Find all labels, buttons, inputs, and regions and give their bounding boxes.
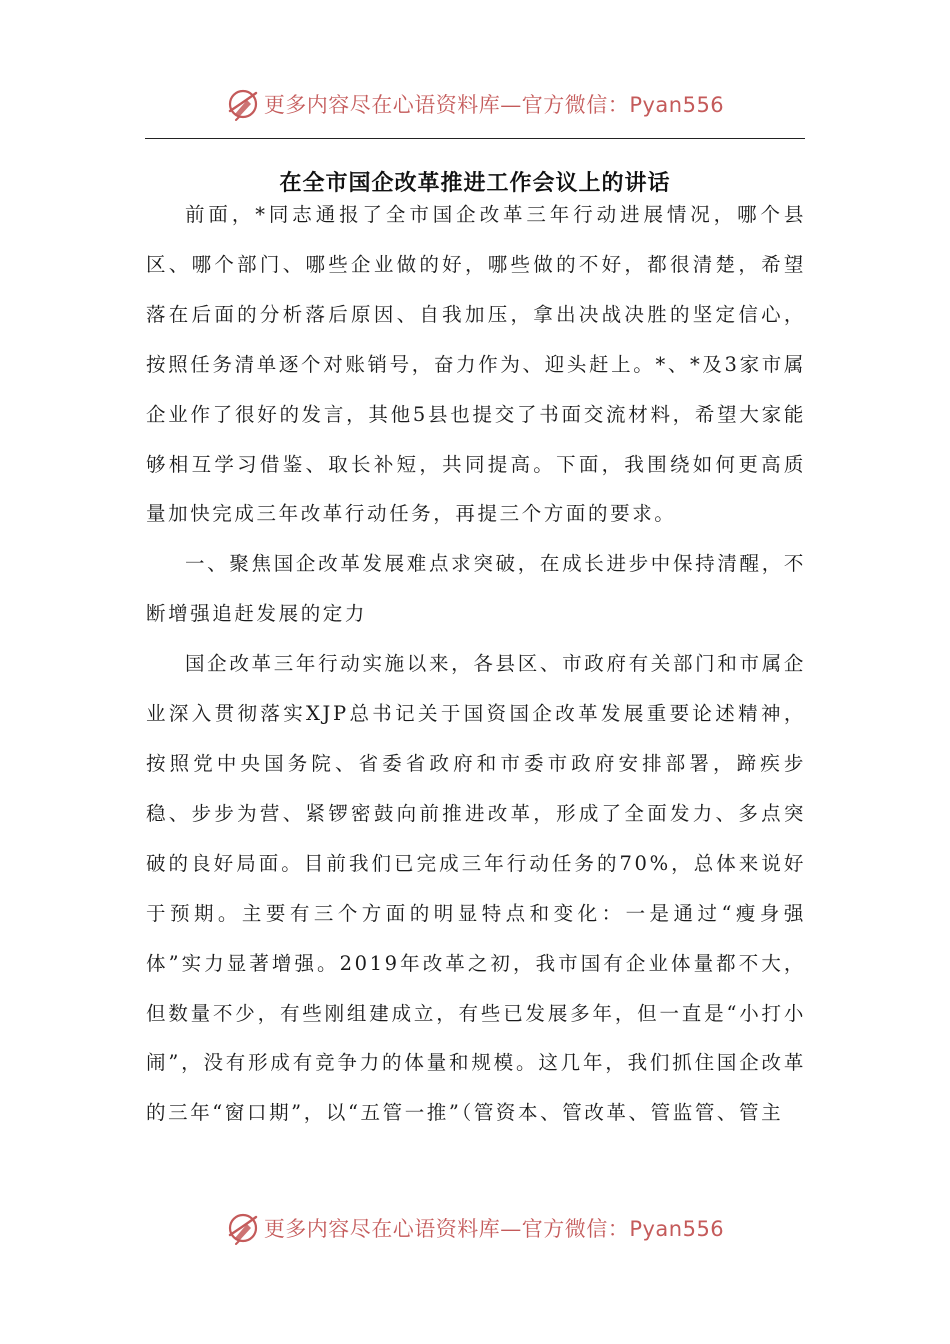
paragraph-section-1: 国企改革三年行动实施以来，各县区、市政府有关部门和市属企业深入贯彻落实XJP总书记关于国资国企改革发展重要论述精神，按照党中央国务院、省委省政府和市委市政府安排部署，蹄疾步稳、步步为营、紧锣密鼓向前推进改革，形成了全面发力、多点突破的良好局面。目前我们已完成三年行动任务的70%，总体来说好于预期。主要有三个方面的明显特点和变化：一是通过“瘦身强体”实力显著增强。2019年改革之初，我市国有企业体量都不大，但数量不少，有些刚组建成立，有些已发展多年，但一直是“小打小闹”，没有形成有竞争力的体量和规模。这几年，我们抓住国企改革的三年“窗口期”，以“五管一推”（管资本、管改革、管监管、管主 <box>146 652 806 1125</box>
section-heading-1: 一、聚焦国企改革发展难点求突破，在成长进步中保持清醒，不断增强追赶发展的定力 <box>146 552 806 626</box>
pen-nib-circle-icon <box>226 87 260 121</box>
watermark-text: 更多内容尽在心语资料库—官方微信：Pyan556 <box>263 93 725 117</box>
header-watermark <box>0 84 950 124</box>
wechat-id: Pyan556 <box>629 1217 725 1241</box>
pen-nib-circle-icon <box>226 1211 260 1245</box>
paragraph-intro: 前面，*同志通报了全市国企改革三年行动进展情况，哪个县区、哪个部门、哪些企业做的好，哪些做的不好，都很清楚，希望落在后面的分析落后原因、自我加压，拿出决战决胜的坚定信心，按照任务清单逐个对账销号，奋力作为、迎头赶上。*、*及3家市属企业作了很好的发言，其他5县也提交了书面交流材料，希望大家能够相互学习借鉴、取长补短，共同提高。下面，我围绕如何更高质量加快完成三年改革行动任务，再提三个方面的要求。 <box>146 203 806 526</box>
document-body <box>146 190 806 1138</box>
wechat-id: Pyan556 <box>629 93 725 117</box>
header-divider <box>145 138 805 139</box>
footer-watermark <box>0 1208 950 1248</box>
watermark-text: 更多内容尽在心语资料库—官方微信：Pyan556 <box>263 1217 725 1241</box>
document-title: 在全市国企改革推进工作会议上的讲话 <box>279 171 671 196</box>
